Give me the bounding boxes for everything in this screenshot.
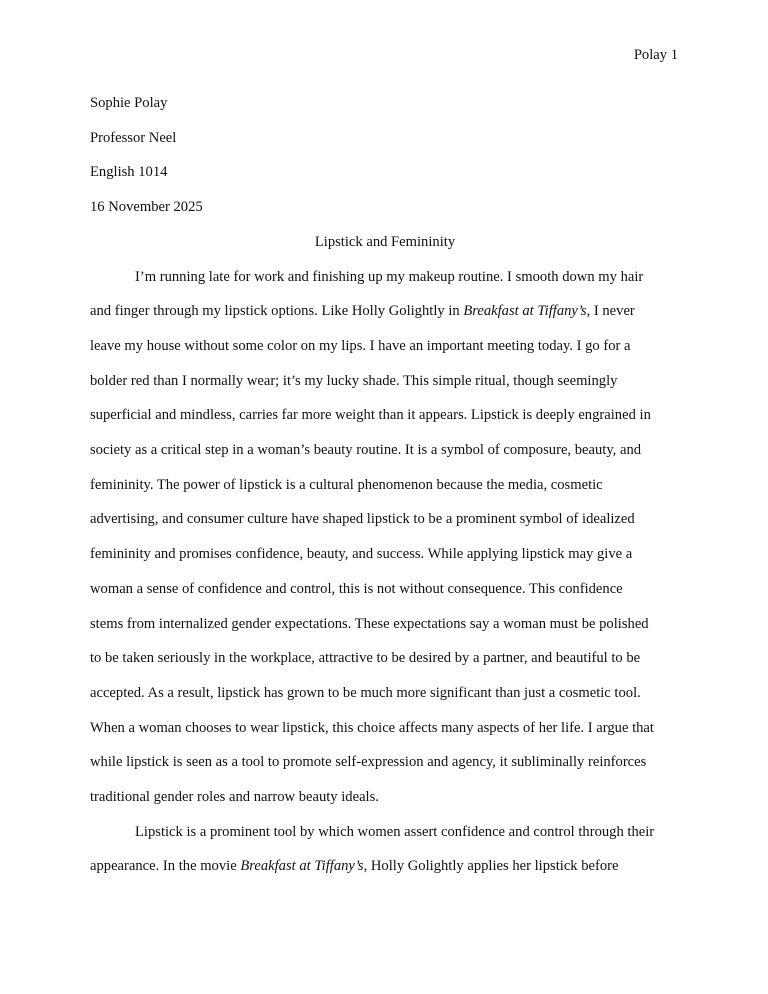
submission-date: 16 November 2025 xyxy=(90,199,203,216)
text-segment: leave my house without some color on my lips. I have an important meeting today. I go for a xyxy=(90,337,631,354)
text-line xyxy=(90,607,680,642)
text-line xyxy=(90,329,680,364)
text-line xyxy=(90,572,680,607)
text-segment: traditional gender roles and narrow beauty ideals. xyxy=(90,789,379,806)
text-segment: superficial and mindless, carries far more weight than it appears. Lipstick is deeply engrained in xyxy=(90,407,651,424)
text-segment: society as a critical step in a woman’s beauty routine. It is a symbol of composure, beauty, and xyxy=(90,442,642,459)
text-segment: I’m running late for work and finishing up my makeup routine. I smooth down my hair xyxy=(135,268,644,285)
text-line xyxy=(90,433,680,468)
text-segment: accepted. As a result, lipstick has grown to be much more significant than just a cosmetic tool. xyxy=(90,684,641,701)
italic-title: Breakfast at Tiffany’s xyxy=(463,303,587,320)
instructor-name: Professor Neel xyxy=(90,129,177,146)
text-segment: bolder red than I normally wear; it’s my lucky shade. This simple ritual, though seemingly xyxy=(90,372,618,389)
text-line xyxy=(90,815,680,850)
essay-title: Lipstick and Femininity xyxy=(314,233,456,250)
italic-title: Breakfast at Tiffany’s xyxy=(240,858,364,875)
text-segment: stems from internalized gender expectations. These expectations say a woman must be polished xyxy=(90,615,649,632)
text-line xyxy=(90,849,680,884)
text-line xyxy=(90,537,680,572)
text-segment: , I never xyxy=(586,303,635,320)
text-segment: When a woman chooses to wear lipstick, this choice affects many aspects of her life. I argue that xyxy=(90,719,654,736)
text-line xyxy=(90,364,680,399)
text-segment: and finger through my lipstick options. Like Holly Golightly in xyxy=(90,303,464,320)
course-name: English 1014 xyxy=(90,164,168,181)
text-line xyxy=(90,260,680,295)
text-segment: to be taken seriously in the workplace, attractive to be desired by a partner, and beautiful to be xyxy=(90,650,641,667)
paragraph xyxy=(90,815,680,884)
text-segment: appearance. In the movie xyxy=(90,858,241,875)
text-segment: Lipstick is a prominent tool by which women assert confidence and control through their xyxy=(135,823,655,840)
text-segment: , Holly Golightly applies her lipstick before xyxy=(363,858,619,875)
text-segment: femininity. The power of lipstick is a cultural phenomenon because the media, cosmetic xyxy=(90,476,603,493)
text-line xyxy=(90,641,680,676)
text-line xyxy=(90,294,680,329)
text-line xyxy=(90,676,680,711)
text-segment: advertising, and consumer culture have shaped lipstick to be a prominent symbol of idealized xyxy=(90,511,635,528)
text-segment: woman a sense of confidence and control, this is not without consequence. This confidence xyxy=(90,580,623,597)
text-line xyxy=(90,468,680,503)
document-body xyxy=(90,86,680,884)
text-line xyxy=(90,780,680,815)
text-segment: while lipstick is seen as a tool to promote self-expression and agency, it subliminally reinforces xyxy=(90,754,647,771)
text-line xyxy=(90,398,680,433)
author-name: Sophie Polay xyxy=(90,95,168,111)
running-head: Polay 1 xyxy=(633,47,678,63)
essay-paragraphs xyxy=(90,260,680,885)
paragraph xyxy=(90,260,680,815)
text-line xyxy=(90,502,680,537)
text-line xyxy=(90,711,680,746)
text-segment: femininity and promises confidence, beauty, and success. While applying lipstick may give a xyxy=(90,546,633,563)
text-line xyxy=(90,745,680,780)
